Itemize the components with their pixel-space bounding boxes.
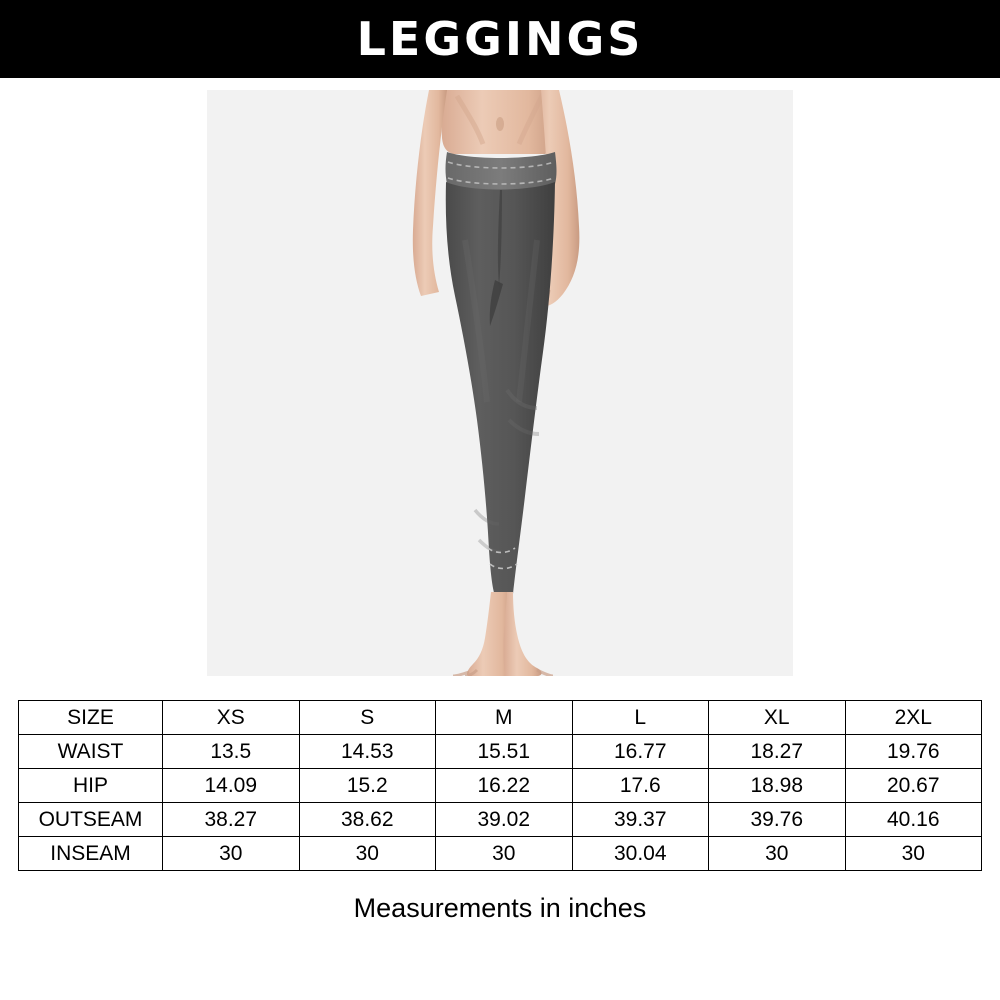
column-header-2xl: 2XL	[845, 701, 982, 735]
cell-inseam-m: 30	[436, 837, 573, 871]
cell-inseam-s: 30	[299, 837, 436, 871]
column-header-size: SIZE	[19, 701, 163, 735]
product-image-panel	[207, 90, 793, 676]
table-row	[19, 735, 982, 769]
cell-waist-m: 15.51	[436, 735, 573, 769]
row-label-waist: WAIST	[19, 735, 163, 769]
column-header-s: S	[299, 701, 436, 735]
column-header-xl: XL	[709, 701, 846, 735]
cell-hip-xl: 18.98	[709, 769, 846, 803]
table-header-row	[19, 701, 982, 735]
cell-hip-s: 15.2	[299, 769, 436, 803]
cell-waist-l: 16.77	[572, 735, 709, 769]
cell-hip-xs: 14.09	[163, 769, 300, 803]
row-label-inseam: INSEAM	[19, 837, 163, 871]
cell-inseam-l: 30.04	[572, 837, 709, 871]
column-header-xs: XS	[163, 701, 300, 735]
cell-waist-s: 14.53	[299, 735, 436, 769]
cell-outseam-m: 39.02	[436, 803, 573, 837]
header-bar	[0, 0, 1000, 78]
size-chart-table	[18, 700, 982, 871]
cell-hip-2xl: 20.67	[845, 769, 982, 803]
model-photo	[207, 90, 793, 676]
cell-outseam-s: 38.62	[299, 803, 436, 837]
cell-hip-m: 16.22	[436, 769, 573, 803]
cell-waist-2xl: 19.76	[845, 735, 982, 769]
cell-outseam-xl: 39.76	[709, 803, 846, 837]
table-row	[19, 769, 982, 803]
column-header-l: L	[572, 701, 709, 735]
cell-outseam-xs: 38.27	[163, 803, 300, 837]
cell-hip-l: 17.6	[572, 769, 709, 803]
table-row	[19, 837, 982, 871]
cell-outseam-l: 39.37	[572, 803, 709, 837]
page-title: LEGGINGS	[356, 12, 644, 66]
cell-inseam-xl: 30	[709, 837, 846, 871]
measurement-units-note: Measurements in inches	[353, 893, 647, 923]
cell-inseam-xs: 30	[163, 837, 300, 871]
cell-waist-xl: 18.27	[709, 735, 846, 769]
row-label-hip: HIP	[19, 769, 163, 803]
cell-outseam-2xl: 40.16	[845, 803, 982, 837]
row-label-outseam: OUTSEAM	[19, 803, 163, 837]
cell-inseam-2xl: 30	[845, 837, 982, 871]
table-row	[19, 803, 982, 837]
column-header-m: M	[436, 701, 573, 735]
cell-waist-xs: 13.5	[163, 735, 300, 769]
